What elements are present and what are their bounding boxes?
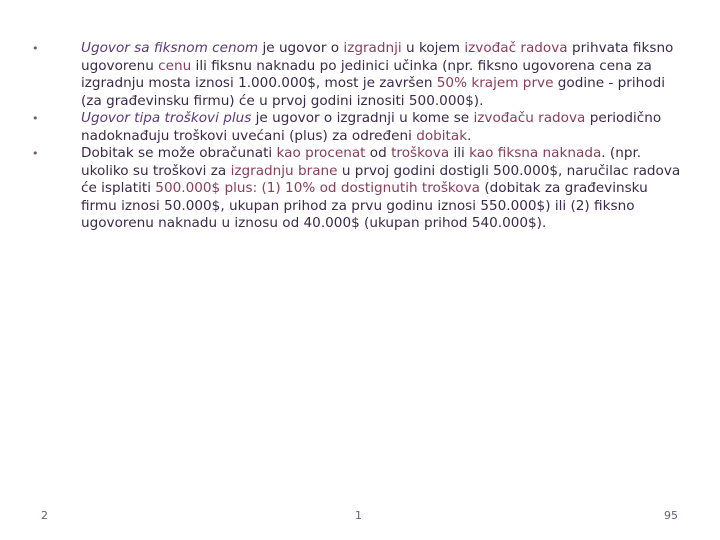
text-segment: u kojem <box>401 40 465 56</box>
text-segment: je ugovor o izgradnji u kome se <box>251 110 474 126</box>
text-segment: od <box>365 145 392 161</box>
text-segment: prihvata fiksno ugovorenu <box>81 40 674 74</box>
text-segment: ili <box>449 145 470 161</box>
footer-left-number: 2 <box>41 509 48 522</box>
text-segment: ili fiksnu naknadu po jedinici učinka (npr. fiksno ugovorena cena za izgradnju mosta iznosi 1.000.000$, most je završen <box>81 57 652 91</box>
text-segment: . <box>467 127 472 144</box>
bullet-marker: • <box>32 112 39 125</box>
text-segment: (dobitak za građevinsku firmu iznosi 50.000$, ukupan prihod za prvu godinu iznosi 550.000$) ili (2) fiksno ugovorenu naknadu u iznosu od 40.000$ (ukupan prihod 540.000$). <box>81 180 648 231</box>
text-segment: periodično nadoknađuju troškovi uvećani (plus) za određeni <box>81 110 662 144</box>
highlight-segment: 50% krajem prve <box>436 75 554 91</box>
highlight-segment: cenu <box>158 57 192 74</box>
text-segment: . (npr. ukoliko su troškovi za <box>81 145 642 179</box>
text-segment: je ugovor o <box>258 40 344 56</box>
highlight-segment: izvođaču radova <box>473 110 586 126</box>
highlight-segment: izgradnju brane <box>230 162 338 179</box>
text-segment: Dobitak se može obračunati <box>81 145 277 161</box>
bullet-item-fixed-price <box>32 40 682 110</box>
page-number: 95 <box>664 509 678 522</box>
text-segment: u prvoj godini dostigli 500.000$, naručilac radova će isplatiti <box>81 162 681 196</box>
highlight-segment: kao fiksna naknada <box>469 145 602 161</box>
footer-center-number: 1 <box>355 509 362 522</box>
text-segment: godine - prihodi (za građevinsku firmu) će u prvoj godini iznositi 500.000$). <box>81 75 665 109</box>
bullet-item-profit <box>32 145 682 233</box>
bullet-item-cost-plus <box>32 110 682 145</box>
bullet-marker: • <box>32 147 39 160</box>
term-fixed-price-contract: Ugovor sa fiksnom cenom <box>81 40 259 56</box>
term-cost-plus-contract: Ugovor tipa troškovi plus <box>81 110 252 126</box>
highlight-segment: izvođač radova <box>464 40 568 56</box>
highlight-segment: kao procenat <box>276 145 366 161</box>
bullet-list <box>32 40 682 233</box>
highlight-segment: dobitak <box>416 127 468 144</box>
bullet-marker: • <box>32 42 39 55</box>
highlight-segment: izgradnji <box>343 40 402 56</box>
highlight-segment: troškova <box>391 145 450 161</box>
highlight-segment: 500.000$ plus: (1) 10% od dostignutih troškova <box>155 180 480 196</box>
